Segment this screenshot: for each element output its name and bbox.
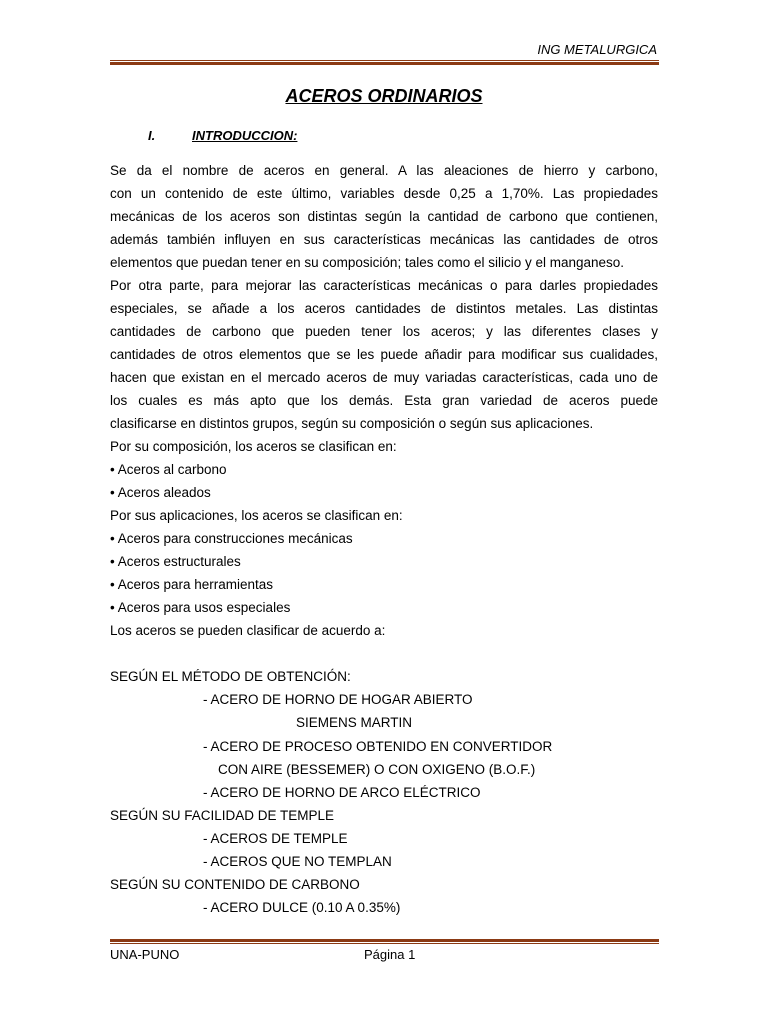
paragraph-line: cantidades de carbono que pueden tener los aceros; y las diferentes clases y xyxy=(110,324,658,339)
paragraph-line: mecánicas de los aceros son distintas según la cantidad de carbono que contienen, xyxy=(110,209,658,224)
paragraph-line: los cuales es más apto que los demás. Esta gran variedad de aceros puede xyxy=(110,393,658,408)
composition-intro: Por su composición, los aceros se clasifican en: xyxy=(110,439,397,454)
paragraph-line: clasificarse en distintos grupos, según su composición o según sus aplicaciones. xyxy=(110,416,594,431)
footer-rule xyxy=(110,939,659,944)
paragraph-line: hacen que existan en el mercado aceros de muy variadas características, cada uno de xyxy=(110,370,658,385)
temple-item: - ACEROS DE TEMPLE xyxy=(203,831,348,846)
paragraph-line: Se da el nombre de aceros en general. A las aleaciones de hierro y carbono, xyxy=(110,163,658,178)
temple-item: - ACEROS QUE NO TEMPLAN xyxy=(203,854,392,869)
applications-item: • Aceros para usos especiales xyxy=(110,600,291,615)
paragraph-line: cantidades de otros elementos que se les puede añadir para modificar sus cualidades, xyxy=(110,347,658,362)
paragraph-line: Por otra parte, para mejorar las características mecánicas o para darles propiedades xyxy=(110,278,658,293)
paragraph-line: elementos que puedan tener en su composición; tales como el silicio y el manganeso. xyxy=(110,255,625,270)
document-title: ACEROS ORDINARIOS xyxy=(285,86,483,106)
obtencion-item-continuation: CON AIRE (BESSEMER) O CON OXIGENO (B.O.F.) xyxy=(218,762,536,777)
applications-item: • Aceros para herramientas xyxy=(110,577,274,592)
section-number: I. xyxy=(148,128,156,143)
composition-item: • Aceros al carbono xyxy=(110,462,227,477)
carbono-item: - ACERO DULCE (0.10 A 0.35%) xyxy=(203,900,401,915)
applications-item: • Aceros para construcciones mecánicas xyxy=(110,531,353,546)
obtencion-item: - ACERO DE HORNO DE ARCO ELÉCTRICO xyxy=(203,785,481,800)
second-paragraph xyxy=(110,274,658,435)
obtencion-item: - ACERO DE HORNO DE HOGAR ABIERTO xyxy=(203,692,473,707)
page-number: Página 1 xyxy=(364,947,416,962)
temple-heading: SEGÚN SU FACILIDAD DE TEMPLE xyxy=(110,808,335,823)
header-text: ING METALURGICA xyxy=(537,42,657,57)
intro-paragraph xyxy=(110,159,658,274)
section-heading xyxy=(148,128,297,143)
applications-intro: Por sus aplicaciones, los aceros se clasifican en: xyxy=(110,508,403,523)
obtencion-item-continuation: SIEMENS MARTIN xyxy=(296,715,413,730)
composition-item: • Aceros aleados xyxy=(110,485,211,500)
carbono-heading: SEGÚN SU CONTENIDO DE CARBONO xyxy=(110,877,360,892)
obtencion-heading: SEGÚN EL MÉTODO DE OBTENCIÓN: xyxy=(110,669,351,684)
footer-left-text: UNA-PUNO xyxy=(110,947,180,962)
paragraph-line: especiales, se añade a los aceros cantidades de distintos metales. Las distintas xyxy=(110,301,658,316)
header-rule xyxy=(110,60,659,65)
obtencion-item: - ACERO DE PROCESO OBTENIDO EN CONVERTIDOR xyxy=(203,739,553,754)
applications-item: • Aceros estructurales xyxy=(110,554,241,569)
paragraph-line: con un contenido de este último, variables desde 0,25 a 1,70%. Las propiedades xyxy=(110,186,658,201)
classify-intro: Los aceros se pueden clasificar de acuerdo a: xyxy=(110,623,386,638)
paragraph-line: además también influyen en sus características mecánicas las cantidades de otros xyxy=(110,232,658,247)
section-title: INTRODUCCION: xyxy=(192,128,298,143)
